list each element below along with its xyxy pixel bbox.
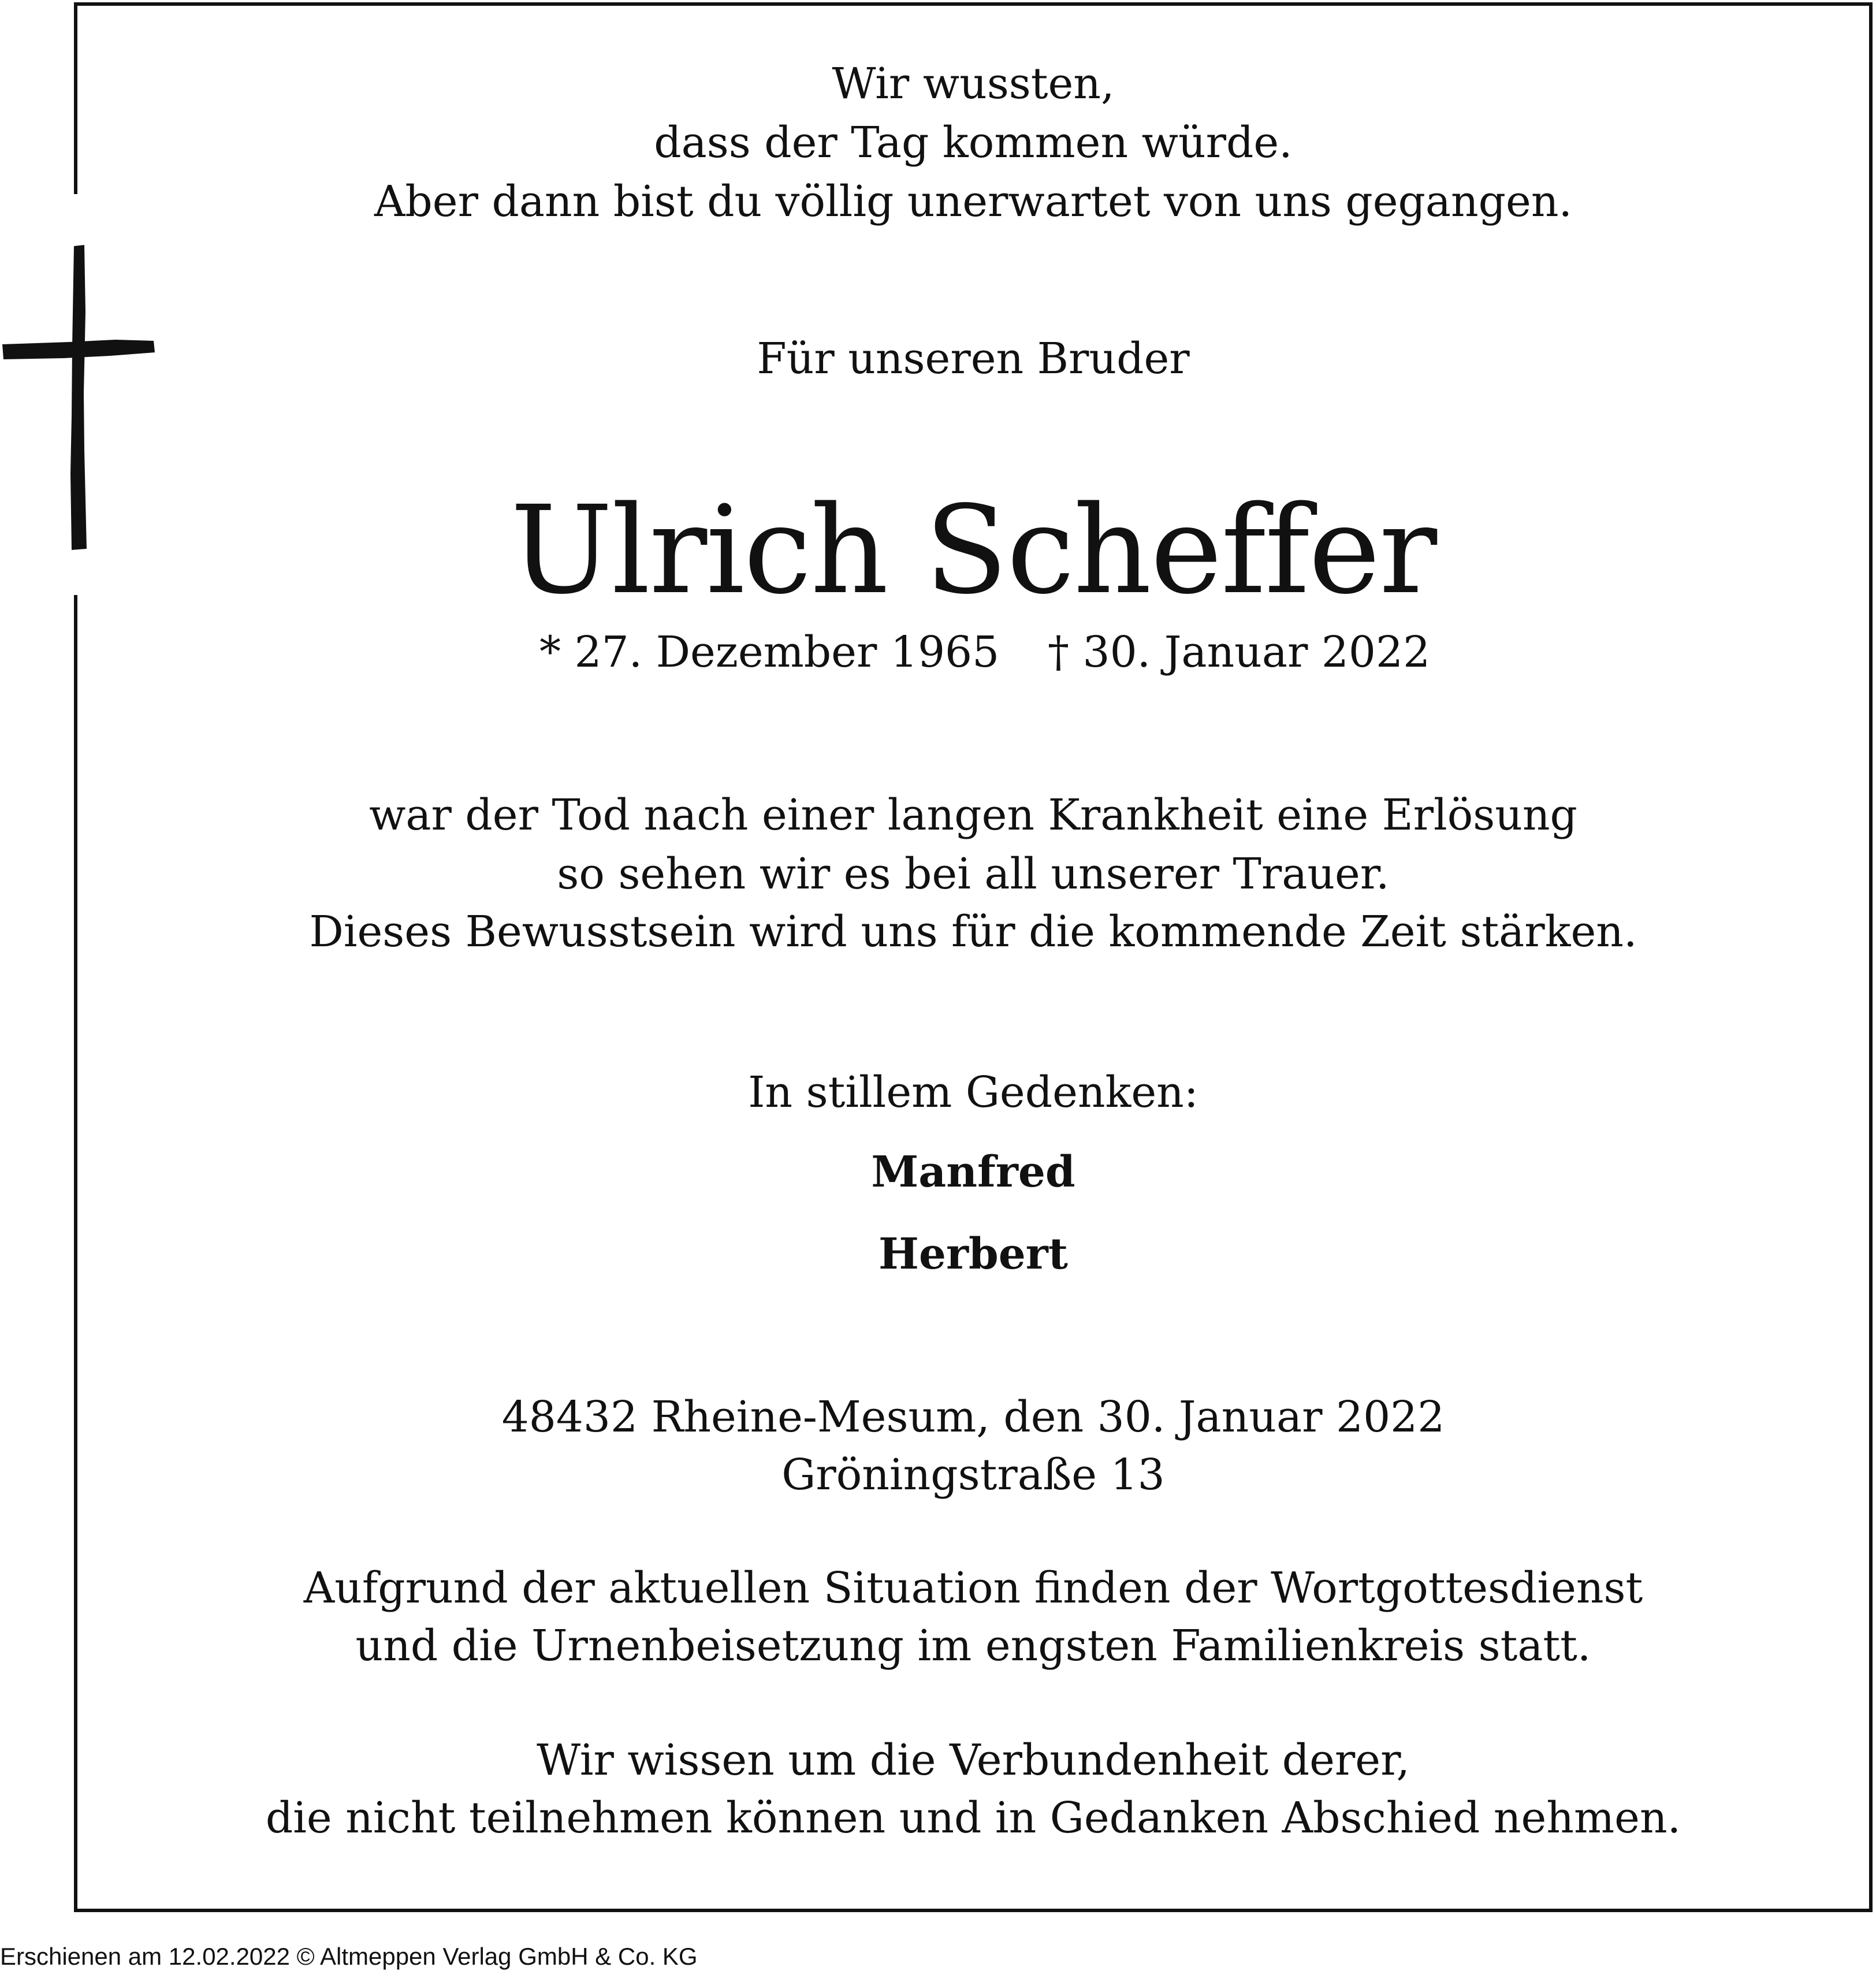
mourner-name: Herbert xyxy=(879,1229,1068,1279)
address-line-2: Gröningstraße 13 xyxy=(781,1450,1165,1500)
message-line-1: war der Tod nach einer langen Krankheit eine Erlösung xyxy=(369,790,1577,840)
dedication-text: Für unseren Bruder xyxy=(757,334,1190,384)
notice-content xyxy=(77,0,1869,1906)
frame-bottom-border xyxy=(74,1909,1873,1912)
intro-line-2: dass der Tag kommen würde. xyxy=(654,118,1293,168)
service-note-line-1: Aufgrund der aktuellen Situation finden der Wortgottesdienst xyxy=(303,1563,1643,1613)
closing-line-2: die nicht teilnehmen können und in Gedanken Abschied nehmen. xyxy=(265,1793,1681,1843)
deceased-name: Ulrich Scheffer xyxy=(510,479,1436,621)
service-note-line-2: und die Urnenbeisetzung im engsten Familienkreis statt. xyxy=(355,1621,1591,1671)
death-date: † 30. Januar 2022 xyxy=(1048,627,1431,677)
intro-line-3: Aber dann bist du völlig unerwartet von uns gegangen. xyxy=(374,177,1573,226)
mourners-heading: In stillem Gedenken: xyxy=(748,1068,1198,1117)
address-line-1: 48432 Rheine-Mesum, den 30. Januar 2022 xyxy=(501,1392,1445,1442)
birth-date: * 27. Dezember 1965 xyxy=(539,627,1000,677)
frame-right-border xyxy=(1869,2,1873,1912)
publication-footer: Erschienen am 12.02.2022 © Altmeppen Verlag GmbH & Co. KG xyxy=(0,1943,698,1970)
message-line-3: Dieses Bewusstsein wird uns für die kommende Zeit stärken. xyxy=(309,907,1637,957)
intro-line-1: Wir wussten, xyxy=(832,59,1115,109)
message-line-2: so sehen wir es bei all unserer Trauer. xyxy=(557,849,1390,899)
closing-line-1: Wir wissen um die Verbundenheit derer, xyxy=(537,1735,1410,1785)
mourner-name: Manfred xyxy=(871,1147,1075,1197)
